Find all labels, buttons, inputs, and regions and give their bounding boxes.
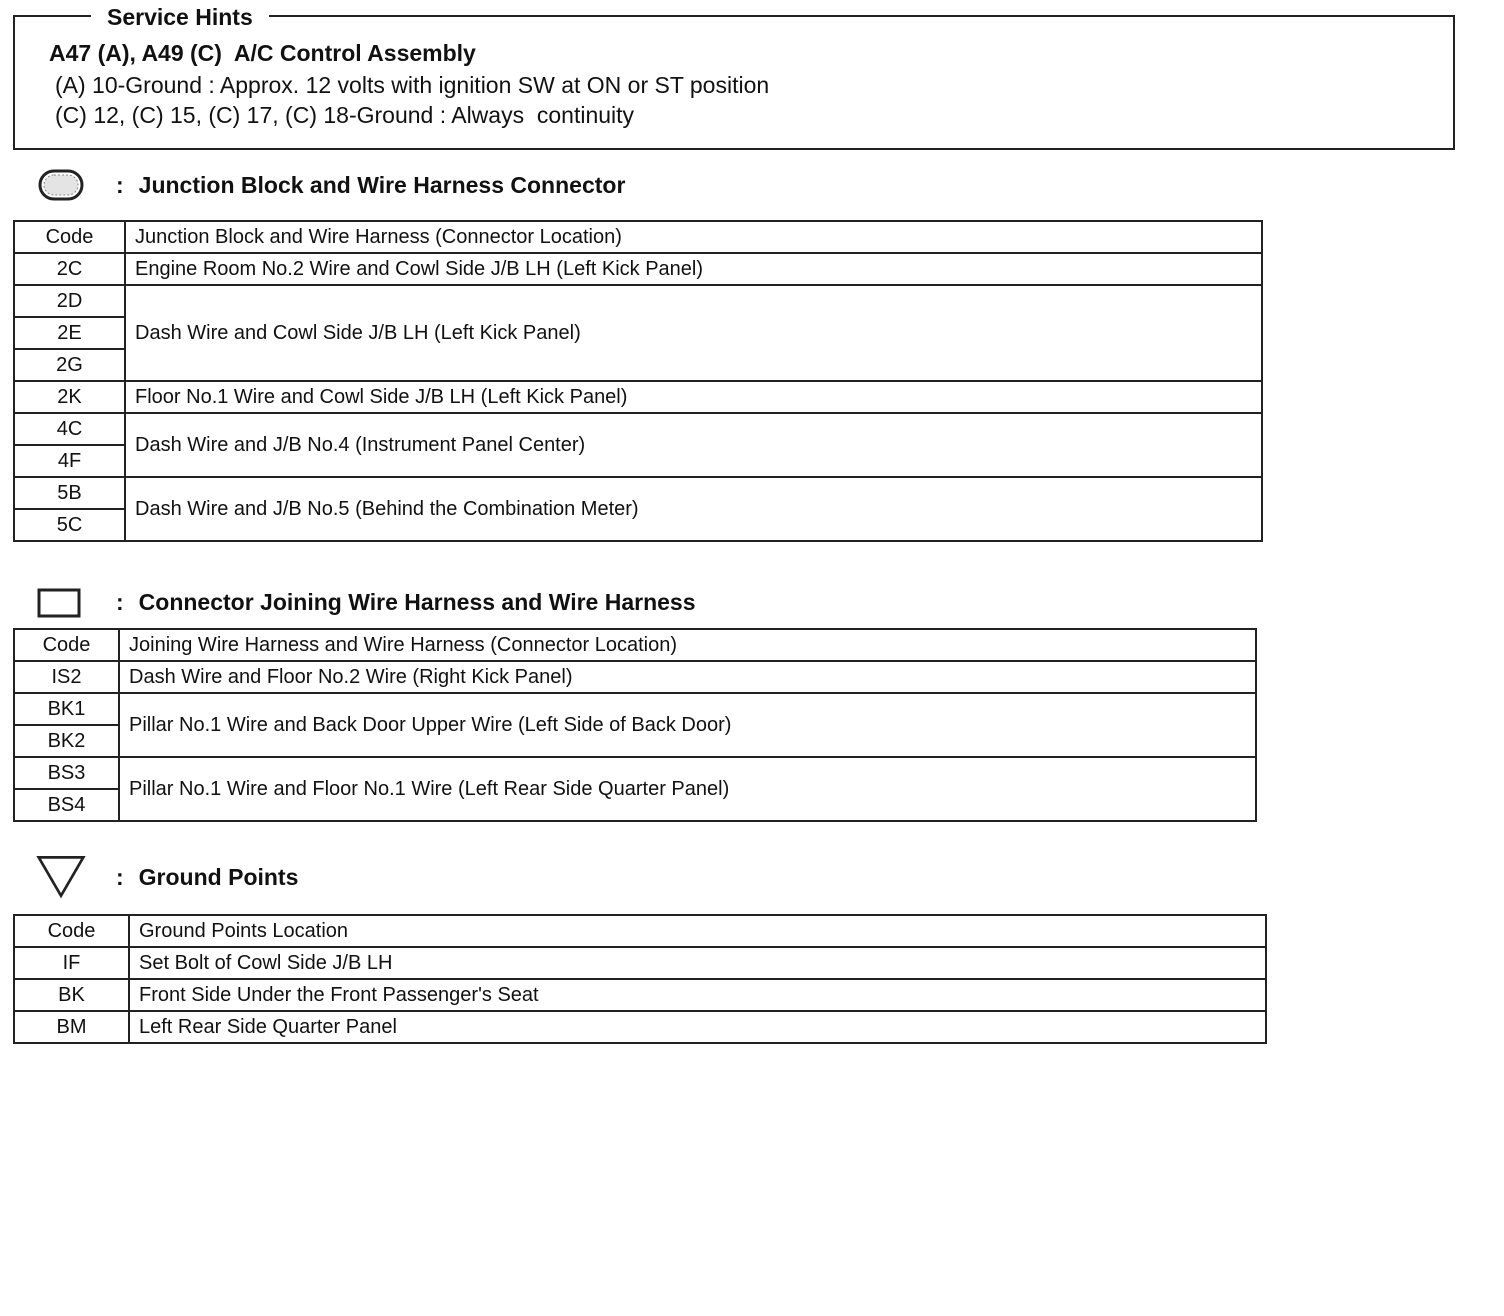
table-header-row	[14, 629, 1256, 661]
junction-block-icon	[36, 165, 86, 205]
legend-colon: :	[116, 863, 124, 890]
location-cell: Set Bolt of Cowl Side J/B LH	[129, 947, 1266, 979]
location-cell: Engine Room No.2 Wire and Cowl Side J/B LH (Left Kick Panel)	[125, 253, 1262, 285]
code-cell: BS4	[14, 789, 119, 821]
location-cell: Pillar No.1 Wire and Floor No.1 Wire (Left Rear Side Quarter Panel)	[119, 757, 1256, 821]
table-row	[14, 381, 1262, 413]
code-cell: 2C	[14, 253, 125, 285]
code-cell: 2K	[14, 381, 125, 413]
legend-colon: :	[116, 171, 124, 198]
code-cell: IF	[14, 947, 129, 979]
table-row	[14, 979, 1266, 1011]
code-header: Code	[14, 221, 125, 253]
connector-legend	[36, 582, 696, 622]
ground-table	[13, 914, 1267, 1044]
code-cell: 4F	[14, 445, 125, 477]
junction-legend-title: Junction Block and Wire Harness Connector	[138, 171, 626, 198]
ground-legend-title: Ground Points	[138, 863, 299, 890]
code-cell: 2D	[14, 285, 125, 317]
code-cell: IS2	[14, 661, 119, 693]
table-row	[14, 947, 1266, 979]
code-cell: 5B	[14, 477, 125, 509]
table-row	[14, 477, 1262, 509]
table-header-row	[14, 915, 1266, 947]
table-row	[14, 661, 1256, 693]
table-row	[14, 757, 1256, 789]
location-cell: Dash Wire and J/B No.4 (Instrument Panel Center)	[125, 413, 1262, 477]
code-cell: 2G	[14, 349, 125, 381]
table-row	[14, 1011, 1266, 1043]
location-header: Junction Block and Wire Harness (Connector Location)	[125, 221, 1262, 253]
ground-point-icon	[36, 852, 86, 902]
location-cell: Pillar No.1 Wire and Back Door Upper Wire (Left Side of Back Door)	[119, 693, 1256, 757]
table-row	[14, 693, 1256, 725]
code-cell: BK2	[14, 725, 119, 757]
code-cell: BK	[14, 979, 129, 1011]
code-cell: BS3	[14, 757, 119, 789]
location-cell: Left Rear Side Quarter Panel	[129, 1011, 1266, 1043]
code-cell: 4C	[14, 413, 125, 445]
code-cell: 2E	[14, 317, 125, 349]
connector-legend-title: Connector Joining Wire Harness and Wire Harness	[138, 588, 696, 615]
location-cell: Front Side Under the Front Passenger's Seat	[129, 979, 1266, 1011]
code-cell: BK1	[14, 693, 119, 725]
service-hint-line: (C) 12, (C) 15, (C) 17, (C) 18-Ground : Always continuity	[55, 102, 635, 128]
junction-legend	[36, 165, 625, 205]
table-row	[14, 253, 1262, 285]
table-row	[14, 413, 1262, 445]
service-hints-heading: A47 (A), A49 (C) A/C Control Assembly	[49, 40, 476, 66]
connector-table	[13, 628, 1257, 822]
code-cell: 5C	[14, 509, 125, 541]
location-cell: Dash Wire and Cowl Side J/B LH (Left Kick Panel)	[125, 285, 1262, 381]
service-hint-line: (A) 10-Ground : Approx. 12 volts with ignition SW at ON or ST position	[55, 72, 770, 98]
code-header: Code	[14, 629, 119, 661]
service-hints-box	[13, 4, 1455, 150]
location-cell: Floor No.1 Wire and Cowl Side J/B LH (Left Kick Panel)	[125, 381, 1262, 413]
location-header: Joining Wire Harness and Wire Harness (Connector Location)	[119, 629, 1256, 661]
connector-icon	[36, 582, 86, 622]
table-row	[14, 285, 1262, 317]
location-cell: Dash Wire and J/B No.5 (Behind the Combination Meter)	[125, 477, 1262, 541]
junction-table	[13, 220, 1263, 542]
service-hints-title: Service Hints	[91, 4, 269, 30]
ground-legend	[36, 857, 298, 897]
legend-colon: :	[116, 588, 124, 615]
code-cell: BM	[14, 1011, 129, 1043]
code-header: Code	[14, 915, 129, 947]
table-header-row	[14, 221, 1262, 253]
location-header: Ground Points Location	[129, 915, 1266, 947]
location-cell: Dash Wire and Floor No.2 Wire (Right Kick Panel)	[119, 661, 1256, 693]
